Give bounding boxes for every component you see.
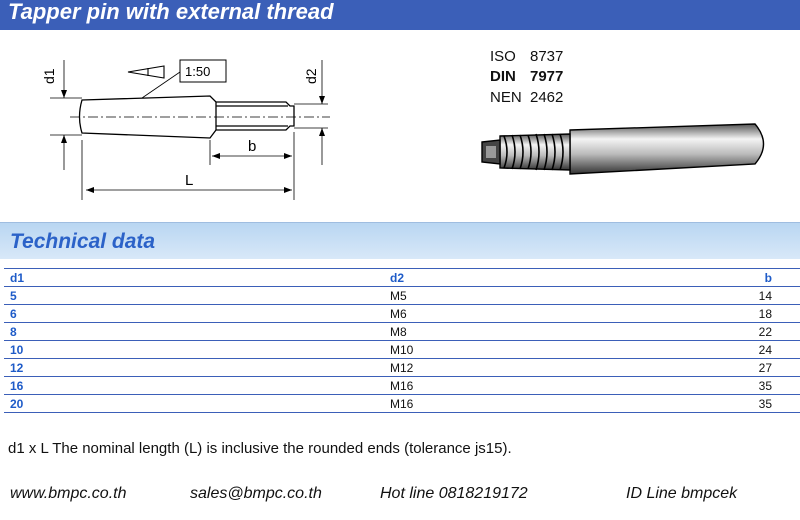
- title-bar: [0, 0, 800, 30]
- technical-drawing: [30, 40, 360, 210]
- cell-d2: M16: [384, 395, 724, 413]
- technical-data-table: [4, 268, 800, 413]
- cell-d2: M5: [384, 287, 724, 305]
- table-header-row: [4, 269, 800, 287]
- cell-d2: M8: [384, 323, 724, 341]
- cell-d1: 5: [4, 287, 384, 305]
- footer-line-id: ID Line bmpcek: [626, 485, 738, 502]
- header-d1: d1: [4, 269, 384, 287]
- table-row: [4, 395, 800, 413]
- cell-d2: M12: [384, 359, 724, 377]
- label-L: L: [185, 172, 194, 189]
- cell-d1: 10: [4, 341, 384, 359]
- footer-hotline: Hot line 0818219172: [380, 485, 528, 502]
- cell-b: 18: [724, 305, 800, 323]
- table-row: [4, 377, 800, 395]
- cell-d1: 20: [4, 395, 384, 413]
- cell-d1: 16: [4, 377, 384, 395]
- tolerance-note: d1 x L The nominal length (L) is inclusive the rounded ends (tolerance js15).: [8, 440, 512, 457]
- cell-d2: M16: [384, 377, 724, 395]
- section-title: Technical data: [10, 230, 156, 253]
- cell-b: 35: [724, 377, 800, 395]
- header-b: b: [724, 269, 800, 287]
- cell-b: 24: [724, 341, 800, 359]
- label-taper-ratio: 1:50: [185, 64, 211, 79]
- cell-d2: M6: [384, 305, 724, 323]
- technical-data-header: [0, 222, 800, 259]
- cell-d1: 12: [4, 359, 384, 377]
- label-d2: d2: [303, 68, 319, 84]
- table-row: [4, 287, 800, 305]
- cell-d1: 6: [4, 305, 384, 323]
- standard-din: DIN 7977: [490, 68, 564, 85]
- cell-b: 35: [724, 395, 800, 413]
- cell-b: 22: [724, 323, 800, 341]
- standard-nen: NEN 2462: [490, 89, 564, 106]
- table-row: [4, 359, 800, 377]
- header-d2: d2: [384, 269, 724, 287]
- table-row: [4, 341, 800, 359]
- cell-d1: 8: [4, 323, 384, 341]
- standard-iso: ISO 8737: [490, 48, 564, 65]
- cell-d2: M10: [384, 341, 724, 359]
- table-row: [4, 305, 800, 323]
- cell-b: 14: [724, 287, 800, 305]
- label-d1: d1: [41, 68, 57, 84]
- footer-website[interactable]: www.bmpc.co.th: [10, 485, 127, 502]
- pin-illustration: [470, 118, 780, 188]
- label-b: b: [248, 138, 257, 155]
- table-row: [4, 323, 800, 341]
- footer-email[interactable]: sales@bmpc.co.th: [190, 485, 322, 502]
- page-title: Tapper pin with external thread: [8, 0, 334, 24]
- cell-b: 27: [724, 359, 800, 377]
